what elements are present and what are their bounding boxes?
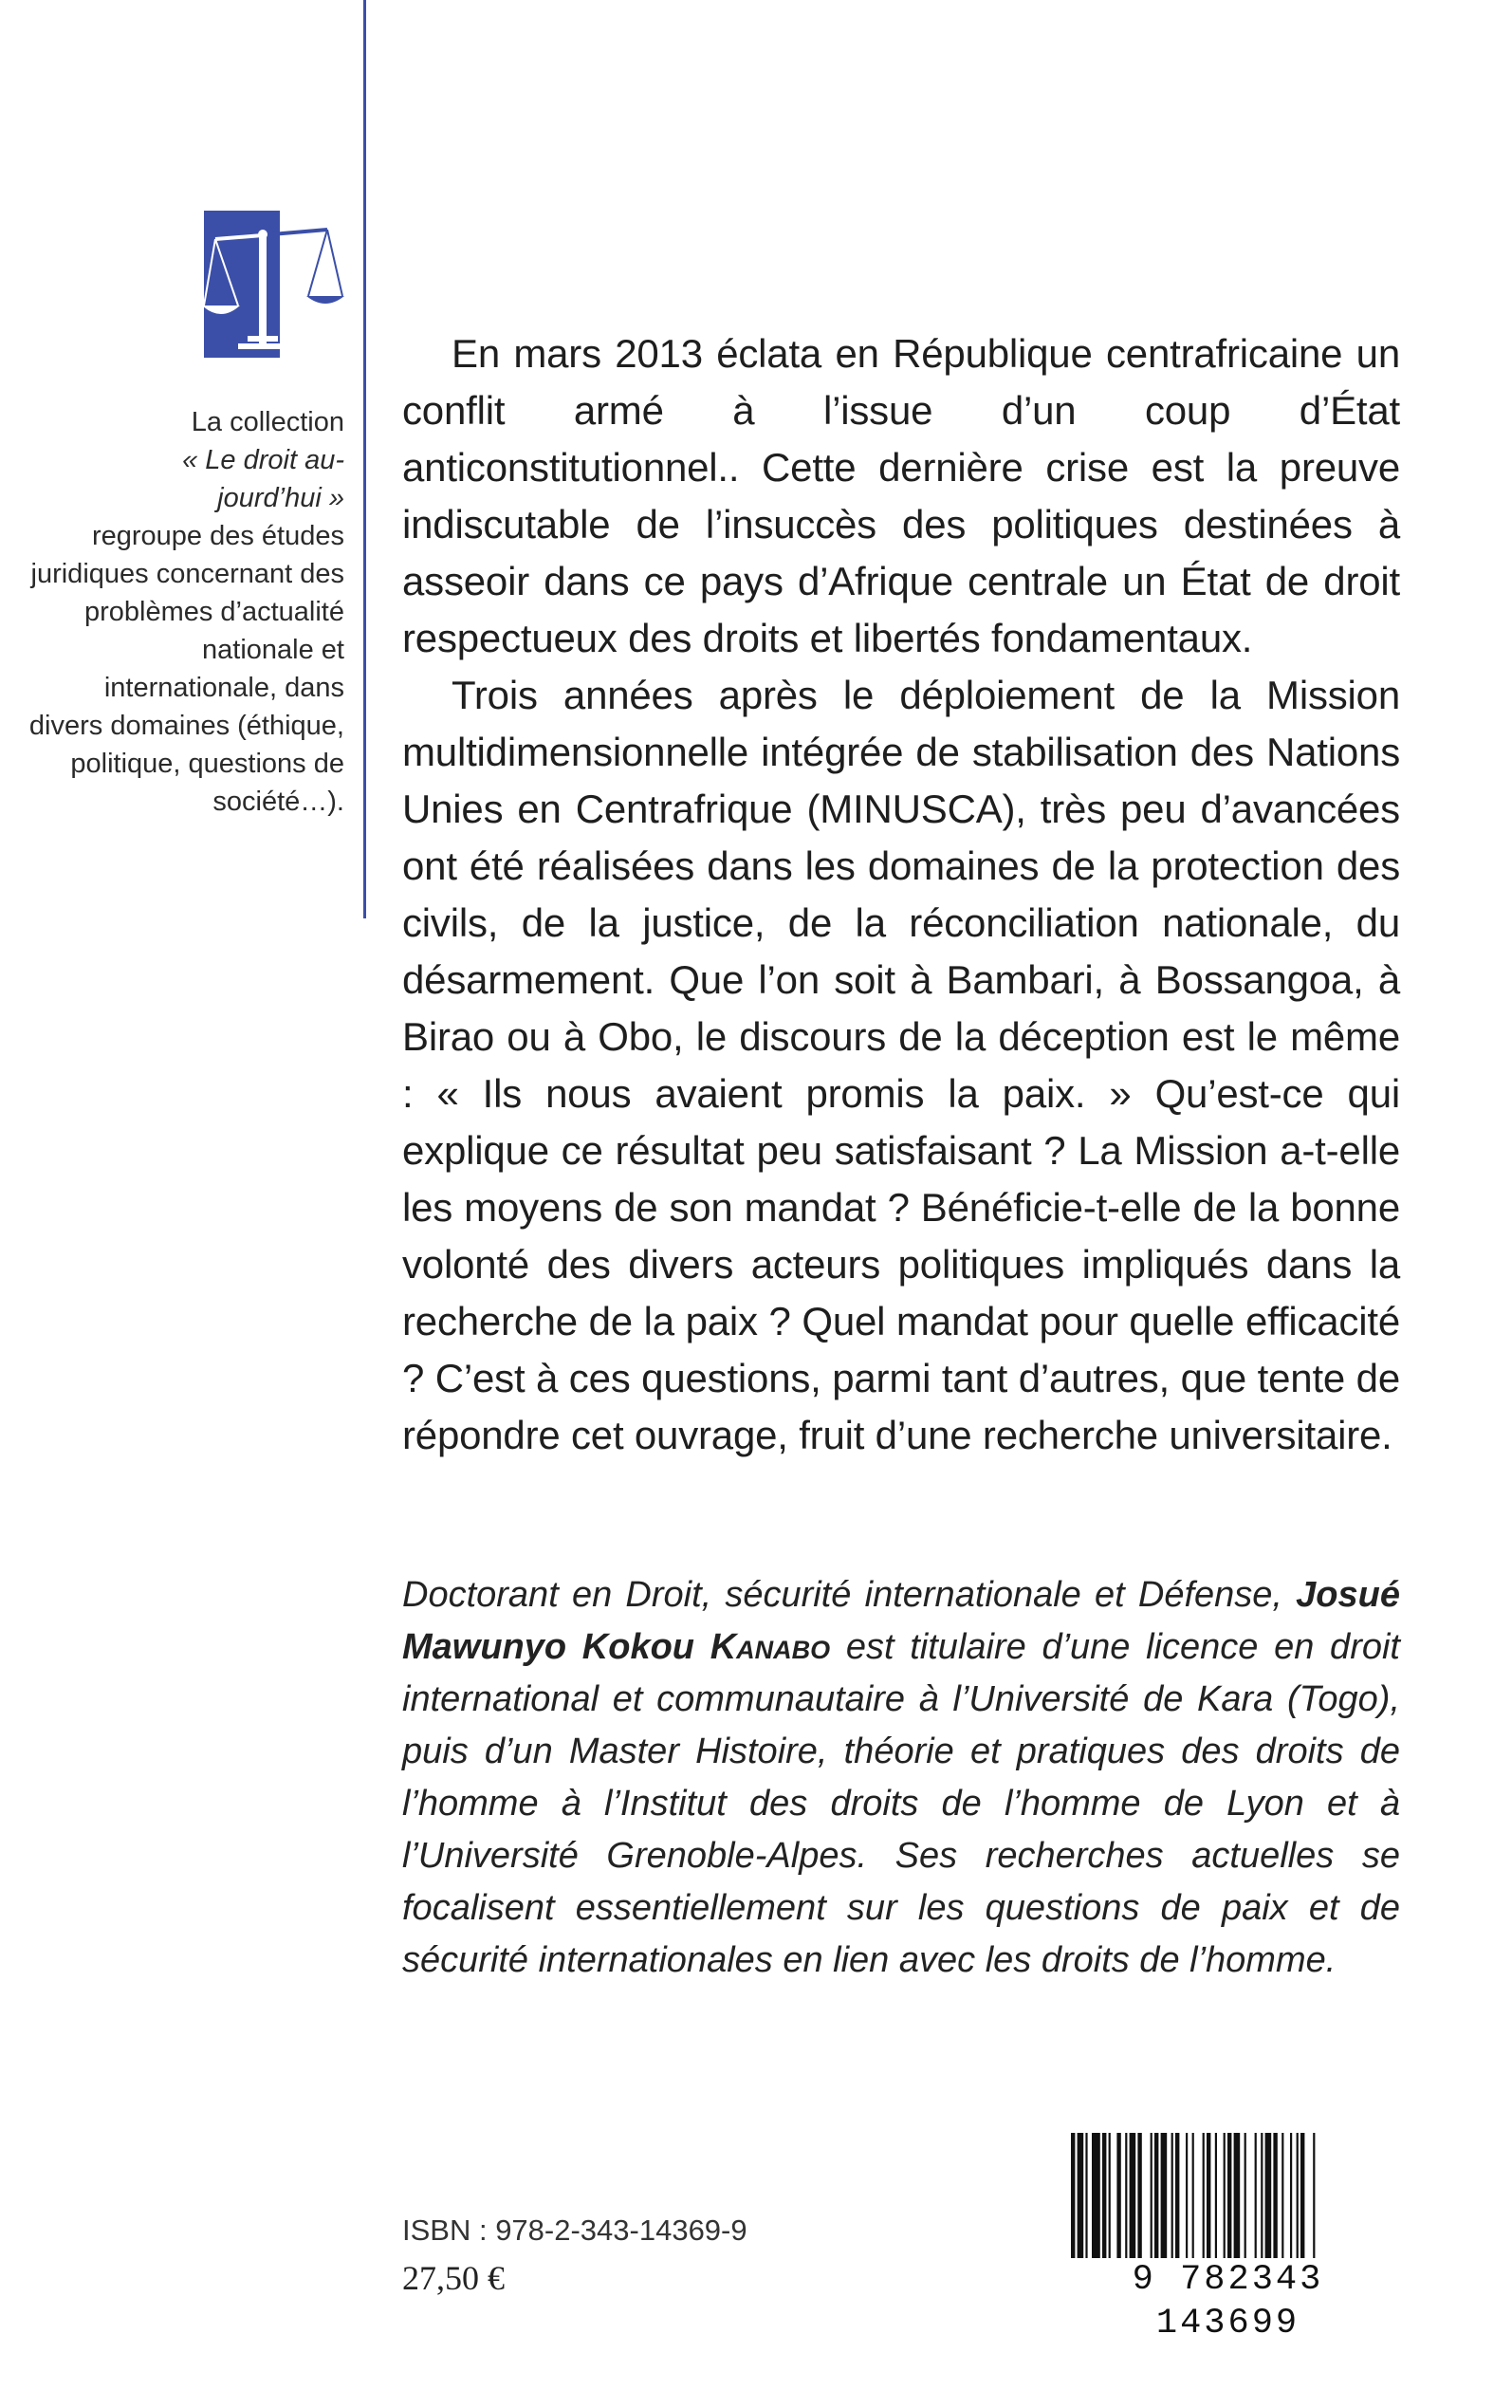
author-surname: Kanabo <box>710 1627 831 1667</box>
author-name: Josué Mawunyo Kokou <box>402 1575 1400 1667</box>
collection-description <box>28 403 344 821</box>
summary-paragraph-2: Trois années après le déploiement de la Mission multidimensionnelle intégrée de stabilisation des Nations Unies en Centrafrique (MINUSCA), très peu d’avancées ont été réalisées dans les domaines de la protection des civils, de la justice, de la réconciliation nationale, du désarmement. Que l’on soit à Bambari, à Bossangoa, à Birao ou à Obo, le discours de la déception est le même : « Ils nous avaient promis la paix. » Qu’est-ce qui explique ce résultat peu satisfaisant ? La Mission a-t-elle les moyens de son mandat ? Bénéficie-t-elle de la bonne volonté des divers acteurs politiques impliqués dans la recherche de la paix ? Quel mandat pour quelle efficacité ? C’est à ces questions, parmi tant d’autres, que tente de répondre cet ouvrage, fruit d’une recherche universitaire. <box>402 673 1400 1457</box>
price: 27,50 € <box>402 2259 505 2297</box>
summary-paragraph-1: En mars 2013 éclata en République centrafricaine un conflit armé à l’issue d’un coup d’État anticonstitutionnel.. Cette dernière crise est la preuve indiscutable de l’insuccès des politiques destinées à asseoir dans ce pays d’Afrique centrale un État de droit respectueux des droits et libertés fondamentaux. <box>402 331 1400 660</box>
series-name: « Le droit au- jourd’hui » <box>182 445 344 513</box>
vertical-divider <box>363 0 366 918</box>
bio-intro: Doctorant en Droit, sécurité internationale et Défense, <box>402 1575 1297 1615</box>
scales-of-justice-icon <box>204 211 344 358</box>
barcode-digits: 9 782343 143699 <box>1065 2258 1391 2302</box>
isbn: ISBN : 978-2-343-14369-9 <box>402 2214 747 2247</box>
author-bio <box>402 1569 1400 1987</box>
collection-intro: La collection <box>191 407 344 437</box>
collection-text: regroupe des études juridiques concernant des problèmes d’actualité nationale et internationale, dans divers domaines (éthique, politique, questions de société…). <box>28 521 344 817</box>
bio-text: est titulaire d’une licence en droit international et communautaire à l’Université de Kara (Togo), puis d’un Master Histoire, théorie et pratiques des droits de l’homme à l’Institut des droits de l’homme de Lyon et à l’Université Grenoble-Alpes. Ses recherches actuelles se focalisent essentiellement sur les questions de paix et de sécurité internationales en lien avec les droits de l’homme. <box>402 1627 1400 1980</box>
book-summary <box>402 325 1400 1464</box>
